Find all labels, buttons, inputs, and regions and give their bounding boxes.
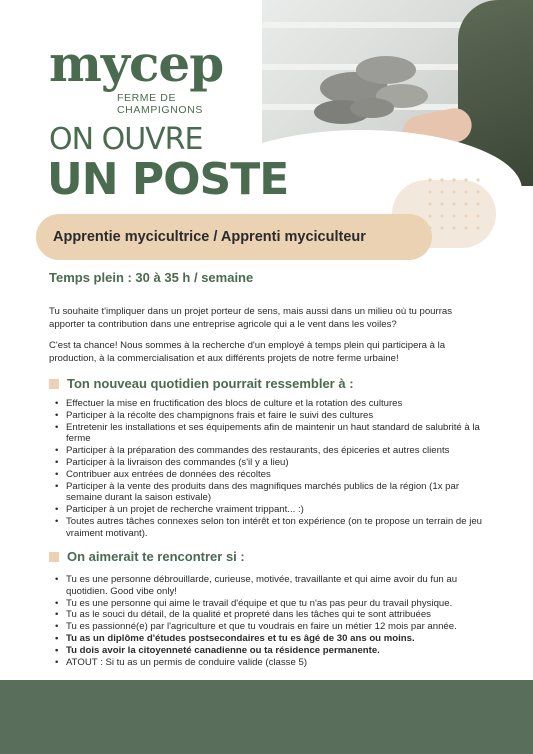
- section-profile-heading: On aimerait te rencontrer si :: [49, 549, 245, 564]
- headline-line2: UN POSTE: [47, 154, 289, 205]
- square-bullet-icon: [49, 379, 59, 389]
- intro-paragraph-1: Tu souhaite t'impliquer dans un projet porteur de sens, mais aussi dans un milieu où tu pourras apporter ta contribution dans une entreprise agricole qui a le vent dans les voiles?: [49, 306, 453, 330]
- job-title-banner: [36, 214, 432, 260]
- brand-wordmark: mycep: [49, 34, 224, 93]
- profile-list: [55, 574, 495, 668]
- brand-logo: [49, 34, 224, 116]
- mushroom-photo: [262, 0, 533, 186]
- daily-tasks-list: [55, 398, 495, 540]
- square-bullet-icon: [49, 552, 59, 562]
- list-item: • Tu es une personne débrouillarde, curieuse, motivée, travaillante et qui aime avoir du fun au quotidien. Good vibe only!: [55, 574, 495, 598]
- job-title: Apprentie mycicultrice / Apprenti myciculteur: [53, 229, 366, 245]
- list-item: • ATOUT : Si tu as un permis de conduire valide (classe 5): [55, 657, 495, 669]
- list-item: • Participer à la préparation des commandes des restaurants, des épiceries et autres clients: [55, 445, 495, 457]
- footer-band: [0, 680, 533, 754]
- decorative-dots: [424, 174, 486, 236]
- intro-paragraph-2: C'est ta chance! Nous sommes à la recherche d'un employé à temps plein qui participera à la production, à la commercialisation et aux différents projets de notre ferme urbaine!: [49, 340, 446, 364]
- list-item: • Tu dois avoir la citoyenneté canadienne ou ta résidence permanente.: [55, 645, 495, 657]
- list-item: • Tu as le souci du détail, de la qualité et propreté dans les tâches qui te sont attribuées: [55, 609, 495, 621]
- list-item: • Tu as un diplôme d'études postsecondaires et tu es âgé de 30 ans ou moins.: [55, 633, 495, 645]
- list-item: • Effectuer la mise en fructification des blocs de culture et la rotation des cultures: [55, 398, 495, 410]
- headline-line1: ON OUVRE: [49, 122, 203, 157]
- list-item: • Toutes autres tâches connexes selon ton intérêt et ton expérience (on te propose un terrain de jeu vraiment motivant).: [55, 516, 495, 540]
- brand-tagline: FERME DE CHAMPIGNONS: [117, 92, 203, 116]
- list-item: • Participer à la vente des produits dans des magnifiques marchés publics de la région (1x par semaine durant la saison estivale): [55, 481, 495, 505]
- list-item: • Participer à la livraison des commandes (s'il y a lieu): [55, 457, 495, 469]
- list-item: • Tu es passionné(e) par l'agriculture et que tu voudrais en faire un métier 12 mois par année.: [55, 621, 495, 633]
- list-item: • Participer à la récolte des champignons frais et faire le suivi des cultures: [55, 410, 495, 422]
- list-item: • Participer à un projet de recherche vraiment trippant... :): [55, 504, 495, 516]
- list-item: • Tu es une personne qui aime le travail d'équipe et que tu n'as pas peur du travail physique.: [55, 598, 495, 610]
- list-item: • Entretenir les installations et ses équipements afin de maintenir un haut standard de salubrité à la ferme: [55, 422, 495, 446]
- schedule-heading: Temps plein : 30 à 35 h / semaine: [49, 270, 254, 285]
- list-item: • Contribuer aux entrées de données des récoltes: [55, 469, 495, 481]
- section-daily-heading: Ton nouveau quotidien pourrait ressembler à :: [49, 376, 354, 391]
